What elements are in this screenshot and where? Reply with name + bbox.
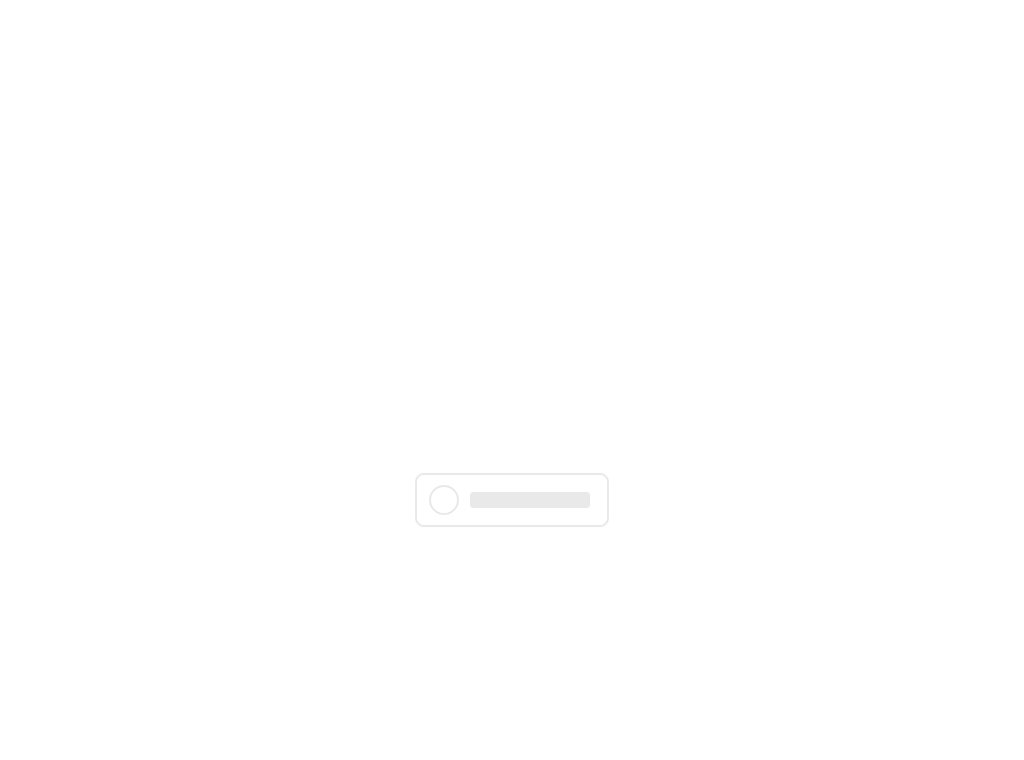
section-heading — [10, 141, 1014, 158]
property-details-paragraph — [10, 172, 1014, 546]
auction-terms-paragraph — [10, 560, 1014, 662]
intro-paragraph — [10, 40, 1014, 125]
notice-title — [10, 8, 1014, 26]
signature-line — [10, 678, 1014, 695]
